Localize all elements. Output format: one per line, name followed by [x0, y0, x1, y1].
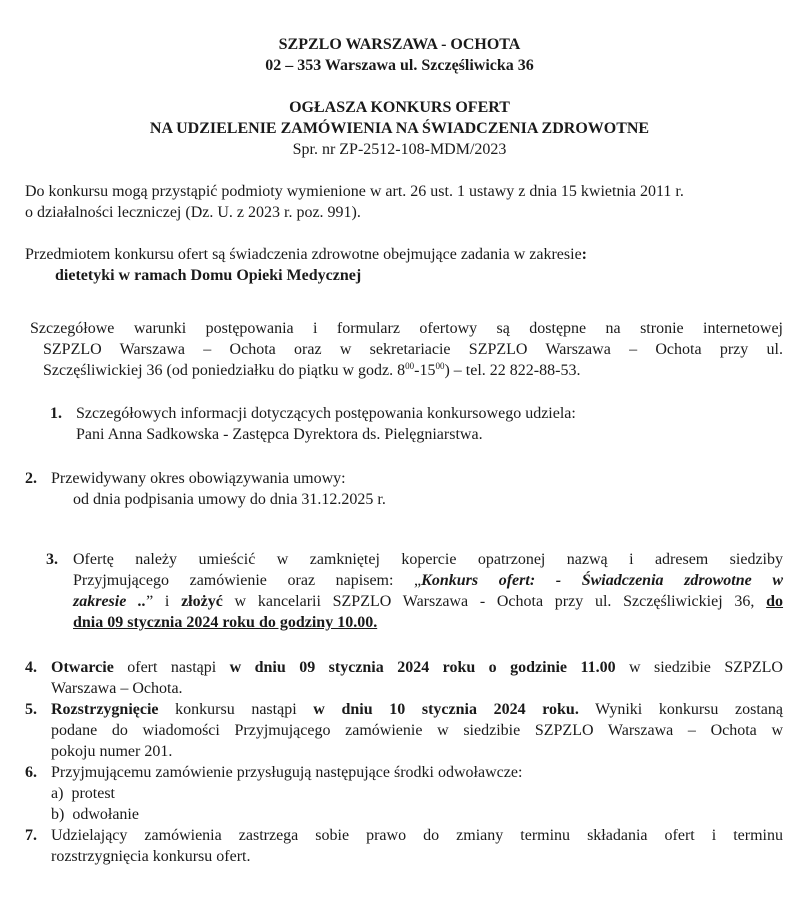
- item-2-line2: od dnia podpisania umowy do dnia 31.12.2025 r.: [73, 491, 386, 508]
- resolution-date: w dniu 10 stycznia 2024 roku.: [313, 701, 579, 718]
- remedy-b-marker: b): [51, 806, 65, 823]
- item-3-location: w kancelarii SZPZLO Warszawa - Ochota przy ul. Szczęśliwickiej 36,: [222, 593, 767, 610]
- conditions-line3: [43, 362, 580, 380]
- conditions-line1: Szczegółowe warunki postępowania i formularz ofertowy są dostępne na stronie internetowej: [30, 320, 783, 337]
- organization-name: SZPZLO WARSZAWA - OCHOTA: [278, 36, 521, 53]
- hours-start-minutes: 00: [405, 361, 415, 371]
- hours-end: -15: [414, 362, 436, 379]
- quote-close: ” i: [146, 593, 182, 610]
- conditions-line3-text: Szczęśliwickiej 36 (od poniedziałku do piątku w godz. 8: [43, 362, 406, 379]
- item-2-line1: Przewidywany okres obowiązywania umowy:: [51, 470, 346, 487]
- item-5-line2: podane do wiadomości Przyjmującego zamówienie w siedzibie SZPZLO Warszawa – Ochota w: [51, 722, 783, 739]
- submit-verb: złożyć: [181, 593, 223, 610]
- hours-end-minutes: 00: [435, 361, 445, 371]
- subject-scope: dietetyki w ramach Domu Opieki Medycznej: [55, 267, 362, 284]
- subject-line: Przedmiotem konkursu ofert są świadczenia zdrowotne obejmujące zadania w zakresie: [25, 246, 582, 263]
- item-4-location: w siedzibie SZPZLO: [615, 659, 783, 676]
- eligibility-text-line2: o działalności leczniczej (Dz. U. z 2023 r. poz. 991).: [25, 204, 361, 221]
- remedy-b: [51, 806, 139, 824]
- submission-deadline: dnia 09 stycznia 2024 roku do godziny 10.00.: [73, 614, 378, 631]
- item-3-number: 3.: [46, 551, 58, 568]
- item-6-number: 6.: [25, 764, 37, 781]
- envelope-label: Konkurs ofert: - Świadczenia zdrowotne w: [421, 572, 783, 589]
- remedy-b-text: odwołanie: [72, 806, 139, 823]
- item-5-line3: pokoju numer 201.: [51, 743, 173, 760]
- item-3-line1: Ofertę należy umieścić w zamkniętej kopercie opatrzonej nazwą i adresem siedziby: [73, 551, 783, 568]
- item-5-text: konkursu nastąpi: [158, 701, 314, 718]
- announcement-subtitle: NA UDZIELENIE ZAMÓWIENIA NA ŚWIADCZENIA ZDROWOTNE: [149, 120, 650, 137]
- item-1-line2: Pani Anna Sadkowska - Zastępca Dyrektora ds. Pielęgniarstwa.: [76, 426, 483, 443]
- item-3-line2: [73, 572, 783, 590]
- item-5-line1: [51, 701, 783, 719]
- item-5-number: 5.: [25, 701, 37, 718]
- resolution-label: Rozstrzygnięcie: [51, 701, 159, 718]
- item-7-number: 7.: [25, 827, 37, 844]
- item-3-line3: [73, 593, 783, 611]
- subject-colon: :: [581, 246, 587, 263]
- opening-date: w dniu 09 stycznia 2024 roku o godzinie 11.00: [229, 659, 616, 676]
- case-number: Spr. nr ZP-2512-108-MDM/2023: [292, 141, 507, 158]
- organization-address: 02 – 353 Warszawa ul. Szczęśliwicka 36: [265, 57, 534, 74]
- remedy-a-text: protest: [71, 785, 115, 802]
- item-2-number: 2.: [25, 470, 37, 487]
- deadline-start: do: [766, 593, 784, 610]
- subject-text: [25, 246, 587, 264]
- item-1-number: 1.: [50, 405, 62, 422]
- item-6-line1: Przyjmującemu zamówienie przysługują następujące środki odwoławcze:: [51, 764, 523, 781]
- remedy-a: [51, 785, 115, 803]
- announcement-title: OGŁASZA KONKURS OFERT: [289, 99, 510, 116]
- item-7-line1: Udzielający zamówienia zastrzega sobie prawo do zmiany terminu składania ofert i terminu: [51, 827, 783, 844]
- conditions-line2: SZPZLO Warszawa – Ochota oraz w sekretariacie SZPZLO Warszawa – Ochota przy ul.: [43, 341, 783, 358]
- remedy-a-marker: a): [51, 785, 64, 802]
- item-4-text: ofert nastąpi: [113, 659, 230, 676]
- item-4-line1: [51, 659, 783, 677]
- item-1-line1: Szczegółowych informacji dotyczących postępowania konkursowego udziela:: [76, 405, 576, 422]
- item-3-line2-text: Przyjmującego zamówienie oraz napisem: „: [73, 572, 422, 589]
- item-7-line2: rozstrzygnięcia konkursu ofert.: [51, 848, 251, 865]
- envelope-label-cont: zakresie ..: [73, 593, 147, 610]
- opening-label: Otwarcie: [51, 659, 114, 676]
- item-4-line2: Warszawa – Ochota.: [51, 680, 183, 697]
- item-4-number: 4.: [25, 659, 37, 676]
- item-5-results: Wyniki konkursu zostaną: [578, 701, 784, 718]
- eligibility-text-line1: Do konkursu mogą przystąpić podmioty wymienione w art. 26 ust. 1 ustawy z dnia 15 kwietnia 2011 r.: [25, 183, 684, 200]
- phone-text: ) – tel. 22 822-88-53.: [444, 362, 581, 379]
